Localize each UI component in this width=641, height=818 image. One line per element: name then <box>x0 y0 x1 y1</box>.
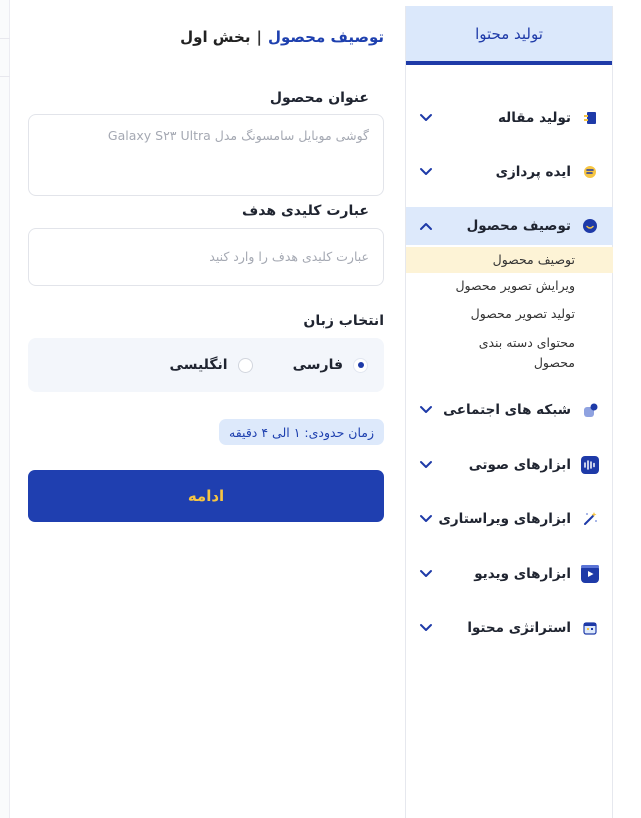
sidebar-item-label: ایده پردازی <box>495 164 571 180</box>
edge-strip <box>0 0 10 818</box>
time-estimate-badge: زمان حدودی: ۱ الی ۴ دقیقه <box>219 419 384 445</box>
product-title-input[interactable] <box>28 114 384 196</box>
page-header <box>180 28 384 46</box>
idea-icon <box>581 163 599 181</box>
language-option-label: انگلیسی <box>169 357 228 373</box>
video-icon <box>581 565 599 583</box>
sidebar-item-label: توصیف محصول <box>466 218 571 234</box>
chevron-up-icon[interactable] <box>418 219 434 233</box>
header-separator: | <box>256 28 262 46</box>
audio-icon <box>581 456 599 474</box>
edge-divider <box>0 76 10 77</box>
language-label: انتخاب زبان <box>303 313 384 329</box>
sidebar-item-social[interactable] <box>406 396 613 424</box>
chevron-down-icon[interactable] <box>418 567 434 581</box>
sidebar-item-product-description[interactable] <box>406 207 613 245</box>
page-title: توصیف محصول <box>267 28 384 46</box>
submenu-edit-product-image[interactable]: ویرایش تصویر محصول <box>455 278 575 293</box>
main-panel <box>10 0 405 818</box>
article-icon <box>581 109 599 127</box>
chevron-down-icon[interactable] <box>418 621 434 635</box>
sidebar-item-label: استراتژی محتوا <box>467 620 571 636</box>
keyword-label: عبارت کلیدی هدف <box>242 203 369 219</box>
page-subtitle: بخش اول <box>180 28 251 46</box>
radio-english[interactable] <box>238 358 253 373</box>
product-title-label: عنوان محصول <box>269 90 369 106</box>
chevron-down-icon[interactable] <box>418 403 434 417</box>
continue-button[interactable]: ادامه <box>28 470 384 522</box>
sidebar-item-label: تولید مقاله <box>497 110 571 126</box>
sidebar-item-strategy[interactable] <box>406 614 613 642</box>
language-selector <box>28 338 384 392</box>
chevron-down-icon[interactable] <box>418 458 434 472</box>
product-icon <box>581 217 599 235</box>
sidebar <box>405 6 613 818</box>
sidebar-item-audio[interactable] <box>406 451 613 479</box>
magic-wand-icon <box>581 510 599 528</box>
sidebar-item-label: شبکه های اجتماعی <box>443 402 571 418</box>
language-option-persian[interactable] <box>293 357 368 373</box>
product-title-placeholder: گوشی موبایل سامسونگ مدل Galaxy S۲۳ Ultra <box>107 128 369 143</box>
chevron-down-icon[interactable] <box>418 111 434 125</box>
submenu-product-description[interactable]: توصیف محصول <box>406 247 613 273</box>
sidebar-item-label: ابزارهای صوتی <box>468 457 571 473</box>
radio-persian[interactable] <box>353 358 368 373</box>
keyword-input[interactable] <box>28 228 384 286</box>
sidebar-item-article[interactable] <box>406 104 613 132</box>
submenu-generate-product-image[interactable]: تولید تصویر محصول <box>470 306 575 321</box>
chevron-down-icon[interactable] <box>418 512 434 526</box>
sidebar-item-video[interactable] <box>406 560 613 588</box>
chevron-down-icon[interactable] <box>418 165 434 179</box>
sidebar-item-label: ابزارهای ویراستاری <box>438 511 571 527</box>
sidebar-item-label: ابزارهای ویدیو <box>474 566 571 582</box>
sidebar-item-ideas[interactable] <box>406 158 613 186</box>
language-option-label: فارسی <box>292 357 343 373</box>
social-icon <box>581 401 599 419</box>
language-option-english[interactable] <box>170 357 253 373</box>
sidebar-header[interactable]: تولید محتوا <box>406 6 612 65</box>
submenu-category-content[interactable]: محتوای دسته بندی محصول <box>478 335 575 370</box>
edge-divider <box>0 38 10 39</box>
keyword-placeholder: عبارت کلیدی هدف را وارد کنید <box>209 249 369 264</box>
sidebar-item-editing[interactable] <box>406 505 613 533</box>
calendar-icon <box>581 619 599 637</box>
